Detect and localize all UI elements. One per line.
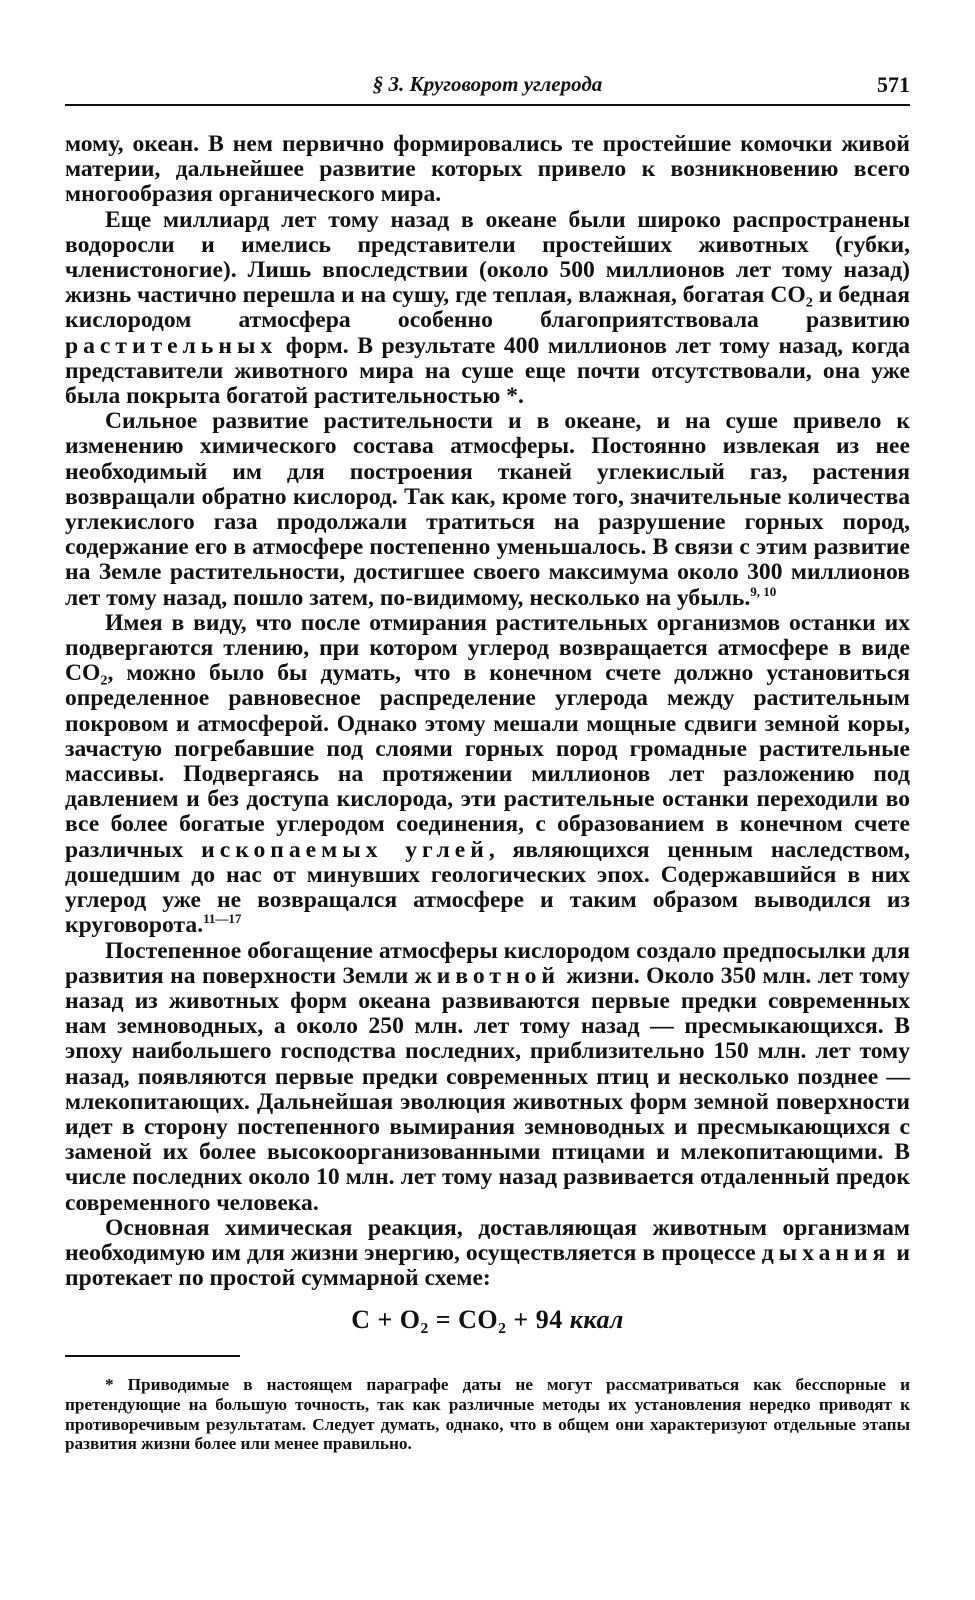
footnote: * Приводимые в настоящем параграфе даты не могут рассматриваться как бесспорные и претендующие на большую точность, так как различные методы их установления нередко приводят к противоречивым результатам. Следует думать, однако, что в общем они характеризуют отдельные этапы развития жизни более или менее правильно. [65,1375,910,1454]
paragraph-5-text-b: жизни. Около 350 млн. лет тому назад из животных форм океана развиваются первые предки современных нам земноводных, а около 250 млн. лет тому назад — пресмыкающихся. В эпоху наибольшего господства последних, приблизительно 150 млн. лет тому назад, появляются первые предки современных птиц и несколько позднее — млекопитающих. Дальнейшая эволюция животных форм земной поверхности идет в сторону постепенного вымирания земноводных и пресмыкающихся с заменой их более высокоорганизованными птицами и млекопитающими. В числе последних около 10 млн. лет тому назад развивается отдаленный предок современного человека. [65,962,910,1216]
emphasis-plant: растительных [65,332,278,359]
page-number: 571 [877,72,910,97]
running-title: § 3. Круговорот углерода [372,72,603,96]
paragraph-1-text: мому, океан. В нем первично формировались те простейшие комочки живой материи, дальнейшее развитие которых привело к возникновению всего многообразия органического мира. [65,131,910,208]
equation-expression: C + O₂ = CO₂ + 94 [351,1305,563,1335]
reference-9-10: 9, 10 [750,583,777,599]
equation-unit: ккал [569,1305,624,1335]
emphasis-animal: животной [414,962,560,989]
paragraph-4 [65,611,910,939]
running-head [65,60,910,106]
paragraph-6 [65,1216,910,1292]
book-page [65,60,910,1454]
emphasis-fossil-coals: ископаемых углей [201,836,489,863]
paragraph-4-text-a: Имея в виду, что после отмирания растительных организмов останки их подвергаются тлению, при котором углерод возвращается атмосфере в виде CO₂, можно было бы думать, что в конечном счете должно установиться определенное равновесное распределение углерода между растительным покровом и атмосферой. Однако этому мешали мощные сдвиги земной коры, зачастую погребавшие под слоями горных пород громадные растительные массивы. Подвергаясь на протяжении миллионов лет разложению под давлением и без доступа кислорода, эти растительные останки переходили во все более богатые углеродом соединения, с образованием в конечном счете различных [65,609,910,863]
paragraph-5-text-a: Постепенное обогащение атмосферы кислородом создало предпосылки для развития на поверхности Земли [65,937,910,989]
paragraph-4-text-b: , являющихся ценным наследством, дошедшим до нас от минувших геологических эпох. Содержавшийся в них углерод уже не возвращался атмосфере и таким образом выводился из круговорота. [65,836,911,939]
paragraph-2-text-b: форм. В результате 400 миллионов лет тому назад, когда представители животного мира на суше еще почти отсутствовали, она уже была покрыта богатой растительностью *. [65,332,910,410]
reference-11-17: 11—17 [203,911,242,927]
paragraph-5 [65,939,910,1216]
paragraph-1 [65,132,910,208]
footnote-divider [65,1355,240,1357]
paragraph-2-text-a: Еще миллиард лет тому назад в океане были широко распространены водоросли и имелись представители простейших животных (губки, членистоногие). Лишь впоследствии (около 500 миллионов лет тому назад) жизнь частично перешла и на сушу, где теплая, влажная, богатая CO₂ и бедная кислородом атмосфера особенно благоприятствовала развитию [65,206,910,334]
body-text [65,132,910,1291]
emphasis-respiration: дыхания [761,1239,891,1266]
paragraph-3-text: Сильное развитие растительности и в океане, и на суше привело к изменению химического состава атмосферы. Постоянно извлекая из нее необходимый им для построения тканей углекислый газ, растения возвращали обратно кислород. Так как, кроме того, значительные количества углекислого газа продолжали тратиться на разрушение горных пород, содержание его в атмосфере постепенно уменьшалось. В связи с этим развитие на Земле растительности, достигшее своего максимума около 300 миллионов лет тому назад, пошло затем, по-видимому, несколько на убыль. [65,408,910,611]
paragraph-2 [65,208,910,410]
paragraph-3 [65,409,910,611]
paragraph-6-text-a: Основная химическая реакция, доставляющая животным организмам необходимую им для жизни энергию, осуществляется в процессе [65,1214,910,1266]
paragraph-6-text-b: и протекает по простой суммарной схеме: [65,1239,910,1292]
respiration-equation [65,1305,910,1335]
